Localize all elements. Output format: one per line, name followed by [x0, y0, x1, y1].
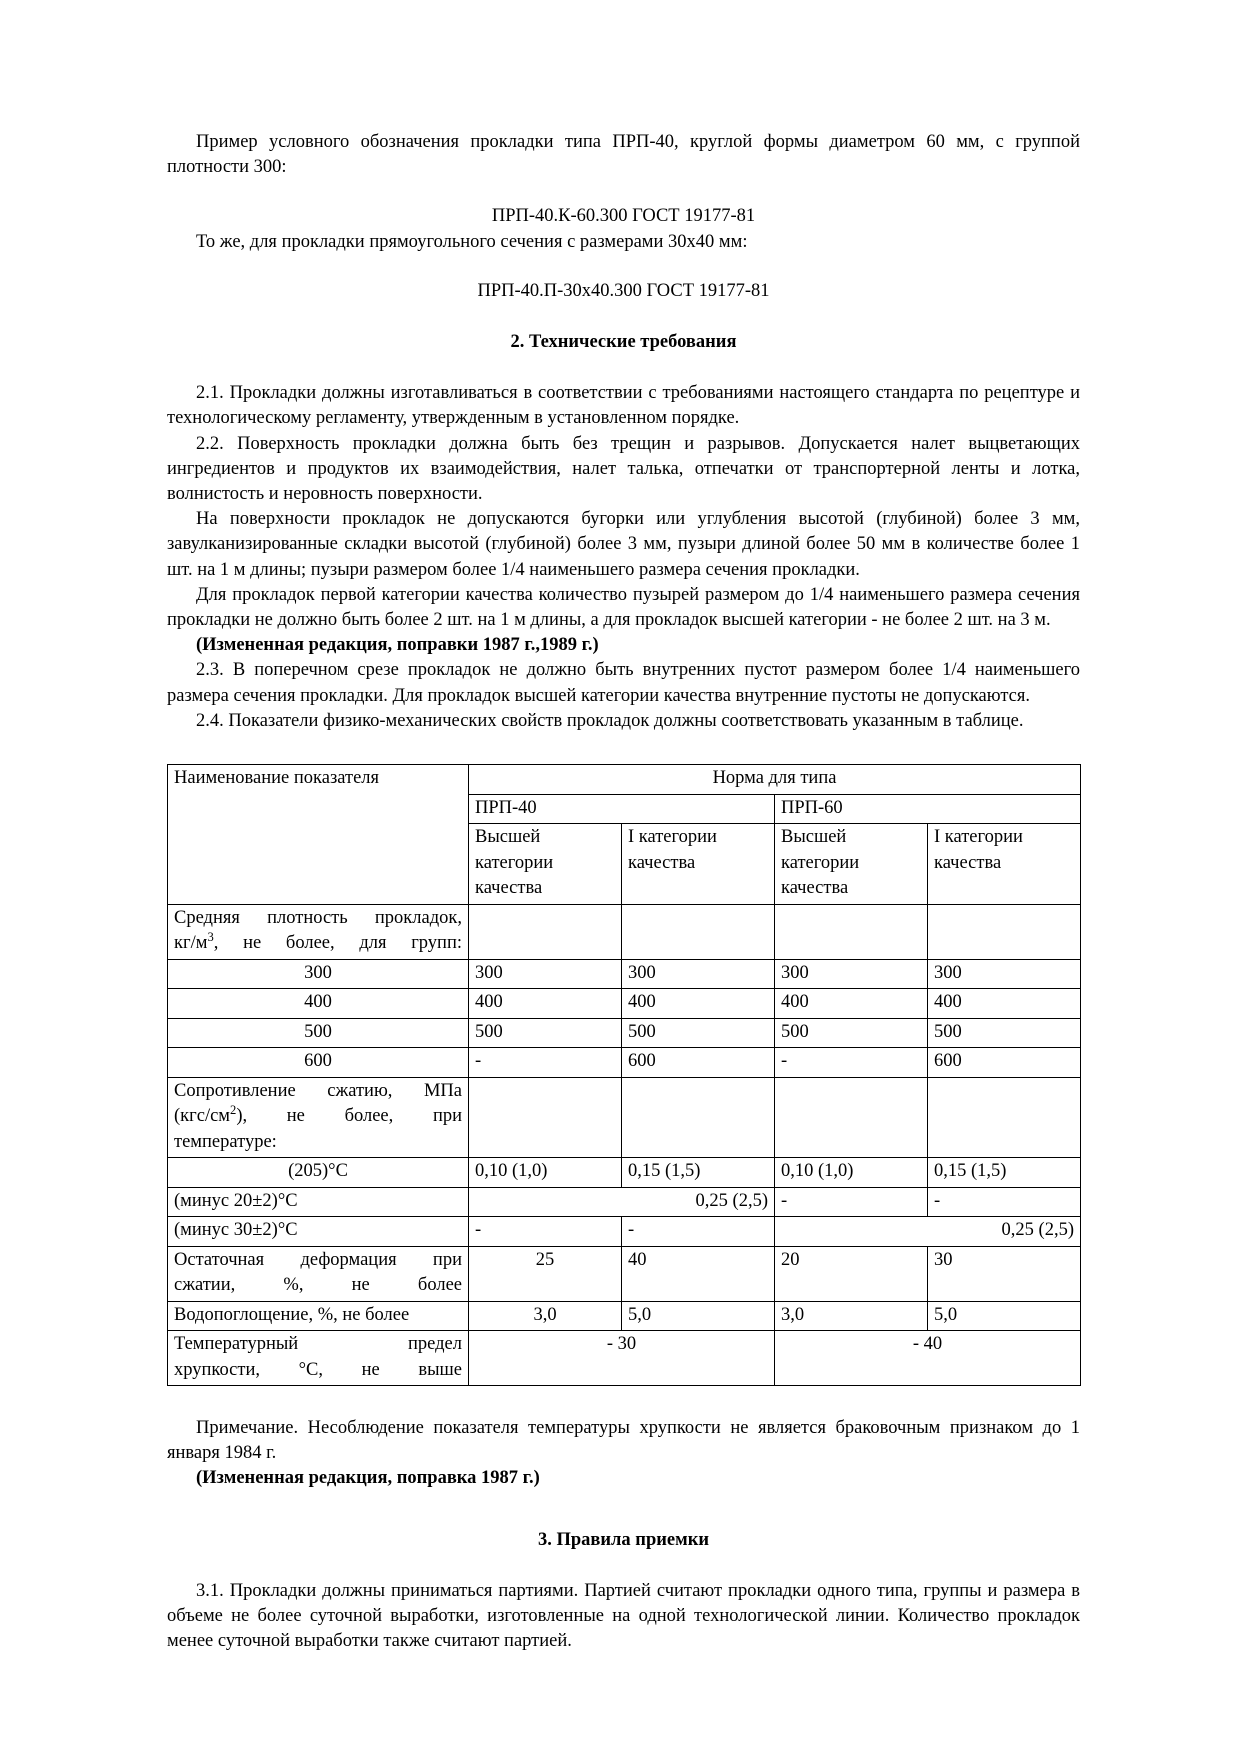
density-600-v3: -: [775, 1048, 928, 1078]
temp-label-minus20: (минус 20±2)°С: [168, 1187, 469, 1217]
water-v4: 5,0: [928, 1301, 1081, 1331]
paragraph-2-2c: Для прокладок первой категории качества количество пузырей размером до 1/4 наименьшего размера сечения прокладки не должно быть более 2 шт. на 1 м длины, а для прокладок высшей категории - не более 2 шт. на 3 м.: [167, 584, 1080, 631]
designation-1: ПРП-40.К-60.300 ГОСТ 19177-81: [491, 206, 756, 227]
table-row: [168, 1331, 1081, 1386]
intro-paragraph-2: То же, для прокладки прямоугольного сечения с размерами 30х40 мм:: [196, 231, 748, 252]
temp-label-205: (205)°C: [168, 1158, 469, 1188]
temp-205-v2: 0,15 (1,5): [622, 1158, 775, 1188]
brittleness-prp60-merged: - 40: [775, 1331, 1081, 1386]
density-400-v2: 400: [622, 989, 775, 1019]
table-row: [168, 1048, 1081, 1078]
table-note: Примечание. Несоблюдение показателя температуры хрупкости не является браковочным признаком до 1 января 1984 г.: [167, 1418, 1080, 1464]
row-label-water-absorption: Водопоглощение, %, не более: [168, 1301, 469, 1331]
paragraph-2-2b: На поверхности прокладок не допускаются бугорки или углубления высотой (глубиной) более 3 мм, завулканизированные складки высотой (глубиной) более 3 мм, пузыри длиной более 50 мм в количестве более 1 шт. на 1 м длины; пузыри размером более 1/4 наименьшего размера сечения прокладки.: [167, 509, 1080, 580]
specification-table: [167, 764, 1081, 1386]
table-row: [168, 1158, 1081, 1188]
table-row: [168, 1018, 1081, 1048]
row-label-brittleness-temp: Температурный предел хрупкости, °С, не выше: [168, 1331, 469, 1386]
brittleness-prp40-merged: - 30: [469, 1331, 775, 1386]
density-600-v4: 600: [928, 1048, 1081, 1078]
amendment-note-1: (Измененная редакция, поправки 1987 г.,1989 г.): [196, 635, 599, 656]
density-400-v1: 400: [469, 989, 622, 1019]
temp-label-minus30: (минус 30±2)°С: [168, 1217, 469, 1247]
paragraph-2-1: 2.1. Прокладки должны изготавливаться в соответствии с требованиями настоящего стандарта по рецептуре и технологическому регламенту, утвержденным в установленном порядке.: [167, 383, 1080, 429]
table-row: [168, 1246, 1081, 1301]
intro-paragraph-1: Пример условного обозначения прокладки типа ПРП-40, круглой формы диаметром 60 мм, с группой плотности 300:: [167, 132, 1080, 178]
residual-v3: 20: [775, 1246, 928, 1301]
row-label-density: Средняя плотность прокладок, $кг/м^3$, не более, для групп:: [168, 904, 469, 959]
temp-205-v1: 0,10 (1,0): [469, 1158, 622, 1188]
header-type-prp40: ПРП-40: [469, 794, 775, 824]
header-category-3: Высшей категории качества: [775, 824, 928, 905]
temp-minus30-prp60-merged: 0,25 (2,5): [775, 1217, 1081, 1247]
density-400-v3: 400: [775, 989, 928, 1019]
residual-v4: 30: [928, 1246, 1081, 1301]
temp-minus20-prp40-merged: 0,25 (2,5): [469, 1187, 775, 1217]
residual-v1: 25: [469, 1246, 622, 1301]
cell-empty: [622, 904, 775, 959]
header-type-prp60: ПРП-60: [775, 794, 1081, 824]
header-category-2: I категории качества: [622, 824, 775, 905]
header-norm-group: Норма для типа: [469, 765, 1081, 795]
temp-205-v3: 0,10 (1,0): [775, 1158, 928, 1188]
density-group-500: 500: [168, 1018, 469, 1048]
density-500-v4: 500: [928, 1018, 1081, 1048]
cell-empty: [469, 904, 622, 959]
row-label-residual-deformation: Остаточная деформация при сжатии, %, не более: [168, 1246, 469, 1301]
cell-empty: [469, 1077, 622, 1158]
cell-empty: [775, 904, 928, 959]
paragraph-2-4: 2.4. Показатели физико-механических свойств прокладок должны соответствовать указанным в таблице.: [196, 710, 1024, 731]
water-v2: 5,0: [622, 1301, 775, 1331]
header-category-1: Высшей категории качества: [469, 824, 622, 905]
density-300-v3: 300: [775, 959, 928, 989]
row-label-compression: Сопротивление сжатию, МПа $(кгс/см^2)$, не более, при температуре:: [168, 1077, 469, 1158]
temp-minus20-v4: -: [928, 1187, 1081, 1217]
designation-2: ПРП-40.П-30х40.300 ГОСТ 19177-81: [477, 280, 770, 301]
temp-205-v4: 0,15 (1,5): [928, 1158, 1081, 1188]
residual-v2: 40: [622, 1246, 775, 1301]
density-500-v2: 500: [622, 1018, 775, 1048]
water-v3: 3,0: [775, 1301, 928, 1331]
water-v1: 3,0: [469, 1301, 622, 1331]
cell-empty: [622, 1077, 775, 1158]
table-row: [168, 1217, 1081, 1247]
section-3-heading: 3. Правила приемки: [537, 1529, 710, 1550]
paragraph-2-3: 2.3. В поперечном срезе прокладок не должно быть внутренних пустот размером более 1/4 наименьшего размера сечения прокладки. Для прокладок высшей категории качества внутренние пустоты не допускаются.: [167, 660, 1080, 706]
temp-minus20-v3: -: [775, 1187, 928, 1217]
table-header-row-1: [168, 765, 1081, 795]
density-500-v1: 500: [469, 1018, 622, 1048]
density-300-v2: 300: [622, 959, 775, 989]
table-row: [168, 1187, 1081, 1217]
table-row: [168, 1077, 1081, 1158]
temp-minus30-v1: -: [469, 1217, 622, 1247]
section-2-heading: 2. Технические требования: [510, 332, 737, 353]
paragraph-2-2: 2.2. Поверхность прокладки должна быть без трещин и разрывов. Допускается налет выцветающих ингредиентов и продуктов их взаимодействия, налет талька, отпечатки от транспортерной ленты и лотка, волнистость и неровность поверхности.: [167, 433, 1080, 505]
density-300-v1: 300: [469, 959, 622, 989]
density-400-v4: 400: [928, 989, 1081, 1019]
density-300-v4: 300: [928, 959, 1081, 989]
density-group-300: 300: [168, 959, 469, 989]
density-group-600: 600: [168, 1048, 469, 1078]
density-group-400: 400: [168, 989, 469, 1019]
table-row: [168, 959, 1081, 989]
amendment-note-2: (Измененная редакция, поправка 1987 г.): [196, 1468, 540, 1489]
density-600-v2: 600: [622, 1048, 775, 1078]
header-category-4: I категории качества: [928, 824, 1081, 905]
paragraph-3-1: 3.1. Прокладки должны приниматься партиями. Партией считают прокладки одного типа, группы и размера в объеме не более суточной выработки, изготовленные на одной технологической линии. Количество прокладок менее суточной выработки также считают партией.: [167, 1580, 1080, 1652]
header-name-col: Наименование показателя: [168, 765, 469, 905]
temp-minus30-v2: -: [622, 1217, 775, 1247]
density-600-v1: -: [469, 1048, 622, 1078]
density-500-v3: 500: [775, 1018, 928, 1048]
table-row: [168, 904, 1081, 959]
cell-empty: [928, 904, 1081, 959]
table-row: [168, 1301, 1081, 1331]
cell-empty: [775, 1077, 928, 1158]
table-row: [168, 989, 1081, 1019]
cell-empty: [928, 1077, 1081, 1158]
